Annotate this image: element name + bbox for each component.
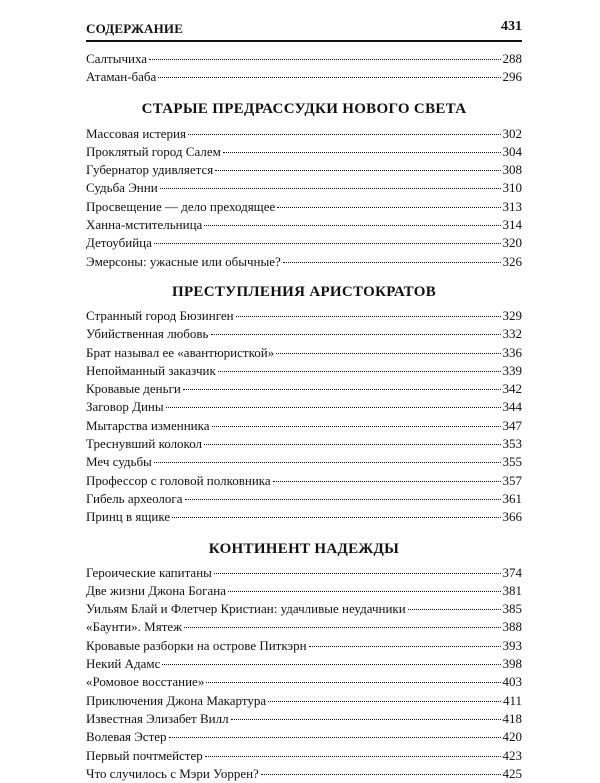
entry-page-number: 347	[502, 417, 522, 433]
entry-page-number: 353	[502, 436, 522, 452]
entry-page-number: 344	[502, 399, 522, 415]
toc-entry	[86, 179, 522, 197]
dot-leader	[188, 133, 501, 135]
entry-page-number: 357	[502, 472, 522, 488]
dot-leader	[214, 572, 501, 574]
dot-leader	[309, 645, 501, 647]
entry-page-number: 336	[502, 344, 522, 360]
entry-title: «Ромовое восстание»	[86, 674, 205, 690]
toc-entry	[86, 125, 522, 143]
entry-page-number: 314	[502, 217, 522, 233]
entry-page-number: 326	[502, 253, 522, 269]
entry-page-number: 388	[502, 619, 522, 635]
dot-leader	[158, 76, 500, 78]
toc-section	[86, 539, 522, 783]
entry-title: Кровавые деньги	[86, 381, 181, 397]
entry-page-number: 398	[502, 656, 522, 672]
toc-entry	[86, 582, 522, 600]
entry-page-number: 385	[502, 601, 522, 617]
entry-title: Гибель археолога	[86, 490, 183, 506]
entry-page-number: 320	[502, 235, 522, 251]
entry-page-number: 355	[502, 454, 522, 470]
entry-page-number: 425	[502, 765, 522, 781]
dot-leader	[261, 773, 501, 775]
entry-title: Эмерсоны: ужасные или обычные?	[86, 253, 281, 269]
dot-leader	[277, 206, 500, 208]
entry-title: Что случилось с Мэри Уоррен?	[86, 765, 259, 781]
dot-leader	[236, 315, 501, 317]
entry-title: Мытарства изменника	[86, 417, 210, 433]
entry-page-number: 339	[502, 362, 522, 378]
entry-title: Две жизни Джона Богана	[86, 582, 226, 598]
entry-title: Судьба Энни	[86, 180, 158, 196]
toc-entry	[86, 344, 522, 362]
toc-entry	[86, 710, 522, 728]
toc-entry	[86, 68, 522, 86]
toc-entry	[86, 198, 522, 216]
toc-entry	[86, 325, 522, 343]
dot-leader	[211, 333, 501, 335]
dot-leader	[212, 425, 501, 427]
entry-title: Проклятый город Салем	[86, 143, 221, 159]
section-heading: ПРЕСТУПЛЕНИЯ АРИСТОКРАТОВ	[171, 283, 437, 300]
toc-entry	[86, 637, 522, 655]
entry-title: Убийственная любовь	[86, 326, 209, 342]
entry-page-number: 304	[502, 143, 522, 159]
entry-title: Странный город Бюзинген	[86, 307, 234, 323]
entry-title: Уильям Блай и Флетчер Кристиан: удачливые неудачники	[86, 601, 406, 617]
entry-page-number: 420	[502, 729, 522, 745]
entry-title: «Баунти». Мятеж	[86, 619, 183, 635]
toc-entry	[86, 398, 522, 416]
dot-leader	[276, 352, 500, 354]
entry-page-number: 313	[502, 198, 522, 214]
entry-page-number: 403	[502, 674, 522, 690]
toc-entry	[86, 765, 522, 783]
running-title: СОДЕРЖАНИЕ	[86, 21, 184, 36]
entry-page-number: 411	[502, 692, 522, 708]
entry-page-number: 296	[502, 69, 522, 85]
entry-title: Заговор Дины	[86, 399, 164, 415]
entry-page-number: 361	[502, 490, 522, 506]
toc-entry	[86, 453, 522, 471]
entry-title: Первый почтмейстер	[86, 747, 203, 763]
dot-leader	[160, 187, 501, 189]
entry-title: Губернатор удивляется	[86, 162, 214, 178]
entry-title: Детоубийца	[86, 235, 152, 251]
entry-page-number: 374	[502, 564, 522, 580]
toc-entry	[86, 673, 522, 691]
dot-leader	[154, 461, 501, 463]
entry-page-number: 310	[502, 180, 522, 196]
entry-page-number: 381	[502, 582, 522, 598]
toc-entry	[86, 380, 522, 398]
toc-entry	[86, 216, 522, 234]
entry-title: Брат называл ее «авантюристкой»	[86, 344, 275, 360]
toc-section	[86, 282, 522, 527]
toc-entry	[86, 747, 522, 765]
dot-leader	[223, 151, 501, 153]
dot-leader	[283, 261, 501, 263]
dot-leader	[172, 516, 500, 518]
toc-section	[86, 50, 522, 87]
dot-leader	[185, 498, 501, 500]
entry-page-number: 308	[502, 162, 522, 178]
dot-leader	[231, 718, 501, 720]
dot-leader	[268, 700, 501, 702]
toc-section	[86, 99, 522, 271]
toc-entry	[86, 564, 522, 582]
dot-leader	[205, 755, 501, 757]
toc-entry	[86, 50, 522, 68]
section-heading: КОНТИНЕНТ НАДЕЖДЫ	[208, 540, 400, 557]
dot-leader	[184, 626, 500, 628]
entry-page-number: 342	[502, 381, 522, 397]
running-header	[86, 18, 522, 42]
toc-entry	[86, 253, 522, 271]
entry-title: Салтычиха	[86, 51, 148, 66]
dot-leader	[183, 388, 501, 390]
entry-title: Ханна-мстительница	[86, 217, 203, 233]
toc-entry	[86, 362, 522, 380]
toc-entry	[86, 692, 522, 710]
toc-entry	[86, 307, 522, 325]
entry-title: Треснувший колокол	[86, 436, 203, 452]
entry-title: Меч судьбы	[86, 454, 152, 470]
entry-title: Некий Адамс	[86, 656, 161, 672]
entry-page-number: 302	[502, 125, 522, 141]
entry-title: Известная Элизабет Вилл	[86, 710, 229, 726]
entry-page-number: 423	[502, 747, 522, 763]
dot-leader	[154, 242, 501, 244]
toc-entry	[86, 161, 522, 179]
entry-title: Массовая истерия	[86, 125, 186, 141]
toc-entry	[86, 508, 522, 526]
entry-title: Профессор с головой полковника	[86, 472, 271, 488]
toc-entry	[86, 600, 522, 618]
entry-title: Приключения Джона Макартура	[86, 692, 267, 708]
entry-title: Волевая Эстер	[86, 729, 167, 745]
dot-leader	[204, 224, 500, 226]
entry-title: Атаман-баба	[86, 69, 157, 85]
entry-title: Героические капитаны	[86, 564, 212, 580]
dot-leader	[215, 169, 500, 171]
dot-leader	[166, 406, 501, 408]
page-number: 431	[501, 19, 522, 34]
dot-leader	[273, 480, 501, 482]
entry-title: Непойманный заказчик	[86, 362, 216, 378]
entry-page-number: 418	[502, 710, 522, 726]
toc-entry	[86, 143, 522, 161]
dot-leader	[169, 736, 501, 738]
dot-leader	[228, 590, 501, 592]
toc-entry	[86, 234, 522, 252]
dot-leader	[162, 663, 500, 665]
toc-entry	[86, 472, 522, 490]
entry-page-number: 288	[502, 51, 522, 66]
entry-title: Принц в ящике	[86, 509, 171, 525]
toc-entry	[86, 655, 522, 673]
toc-entry	[86, 490, 522, 508]
dot-leader	[206, 681, 500, 683]
toc-entry	[86, 417, 522, 435]
entry-page-number: 332	[502, 326, 522, 342]
table-of-contents	[86, 50, 522, 783]
section-heading: СТАРЫЕ ПРЕДРАССУДКИ НОВОГО СВЕТА	[141, 100, 467, 117]
dot-leader	[218, 370, 501, 372]
dot-leader	[408, 608, 501, 610]
dot-leader	[204, 443, 500, 445]
toc-entry	[86, 728, 522, 746]
toc-entry	[86, 435, 522, 453]
dot-leader	[149, 58, 500, 60]
entry-title: Просвещение — дело преходящее	[86, 198, 276, 214]
entry-page-number: 366	[502, 509, 522, 525]
entry-title: Кровавые разборки на острове Питкэрн	[86, 637, 307, 653]
entry-page-number: 393	[502, 637, 522, 653]
entry-page-number: 329	[502, 307, 522, 323]
toc-entry	[86, 618, 522, 636]
